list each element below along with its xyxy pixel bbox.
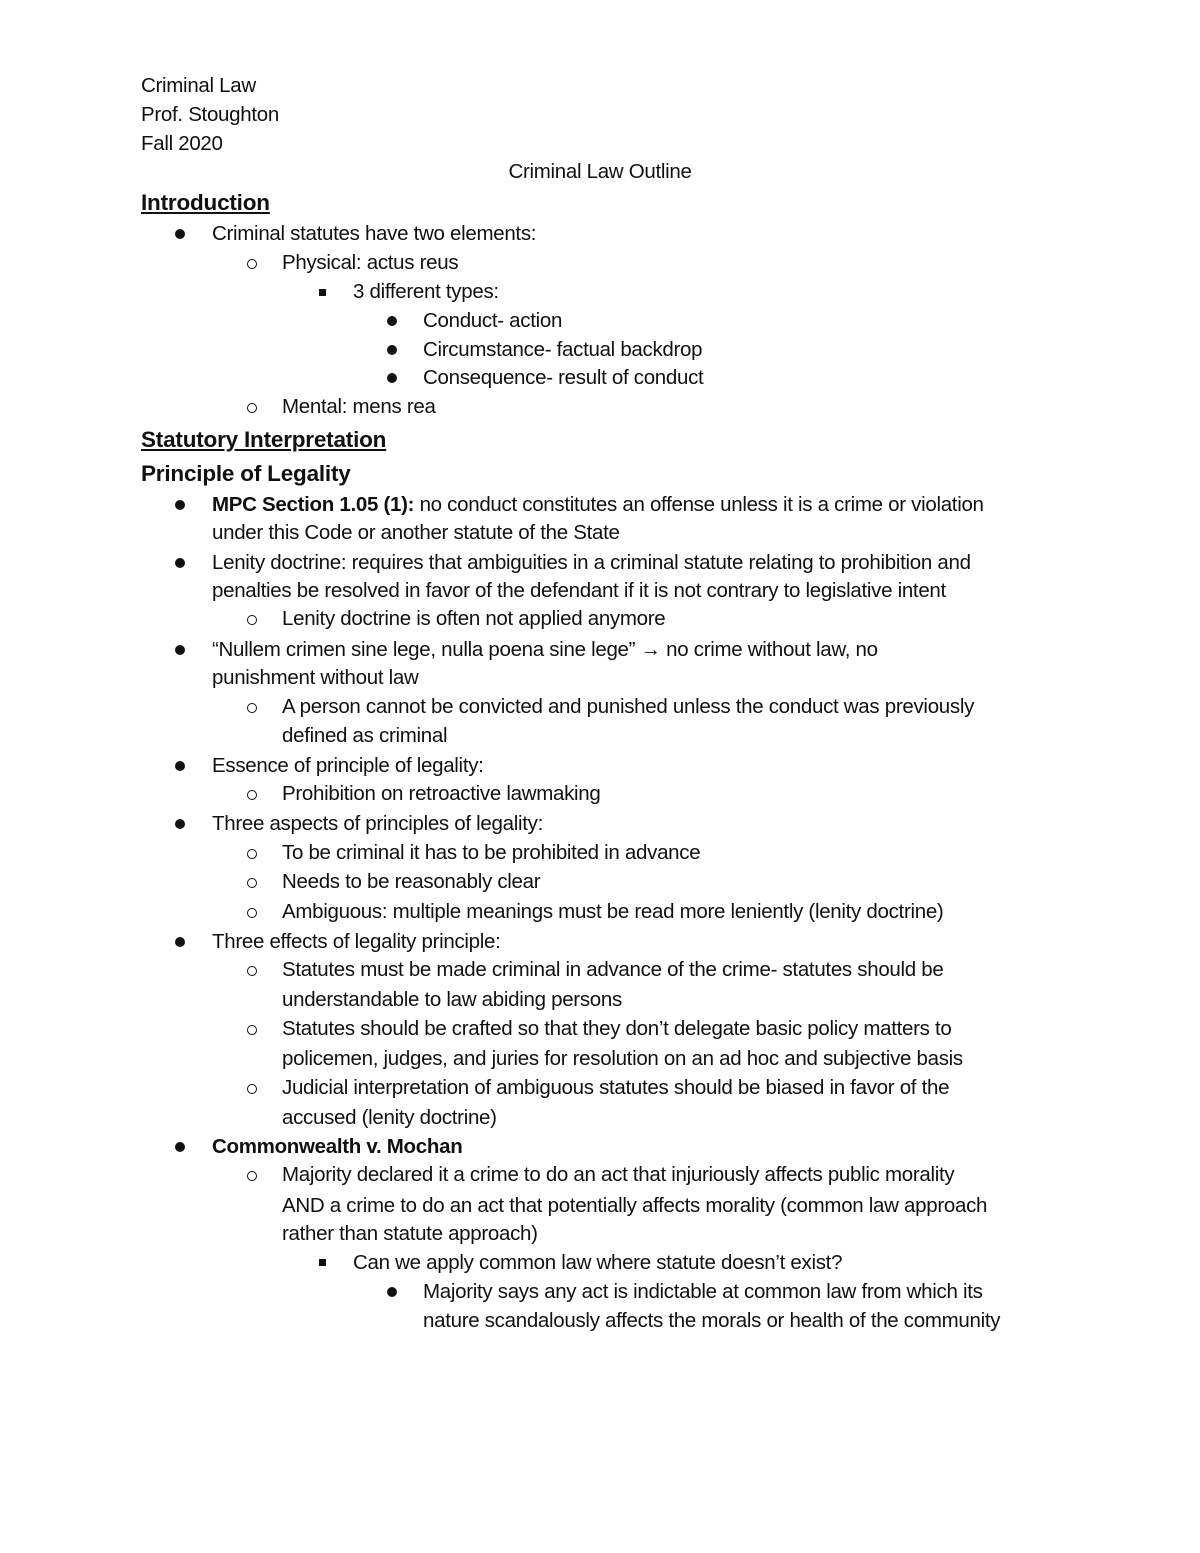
circle-bullet-icon — [247, 1171, 257, 1181]
heading-introduction: Introduction — [141, 190, 270, 215]
list-item: To be criminal it has to be prohibited in advance — [282, 841, 701, 864]
list-item: Majority declared it a crime to do an act that injuriously affects public morality — [282, 1163, 955, 1186]
bullet-icon — [175, 761, 185, 771]
circle-bullet-icon — [247, 878, 257, 888]
maxim-text: “Nullem crimen sine lege, nulla poena sine lege” — [212, 638, 641, 661]
circle-bullet-icon — [247, 403, 257, 413]
list-item: Can we apply common law where statute doesn’t exist? — [353, 1251, 843, 1274]
heading-principle-of-legality: Principle of Legality — [141, 461, 351, 486]
maxim-translation: no crime without law, no — [660, 638, 878, 661]
square-bullet-icon — [319, 289, 326, 296]
list-item-continuation: punishment without law — [212, 666, 419, 689]
list-item: Lenity doctrine: requires that ambiguities in a criminal statute relating to prohibition and — [212, 551, 971, 574]
case-name: Commonwealth v. Mochan — [212, 1135, 463, 1158]
list-item: Mental: mens rea — [282, 395, 436, 418]
document-title: Criminal Law Outline — [508, 160, 692, 183]
mpc-text: no conduct constitutes an offense unless it is a crime or violation — [414, 493, 984, 516]
list-item-continuation: AND a crime to do an act that potentially affects morality (common law approach — [282, 1194, 988, 1217]
list-item: Essence of principle of legality: — [212, 754, 484, 777]
list-item-continuation: rather than statute approach) — [282, 1222, 538, 1245]
bullet-icon — [175, 558, 185, 568]
square-bullet-icon — [319, 1259, 326, 1266]
circle-bullet-icon — [247, 615, 257, 625]
bullet-icon — [175, 500, 185, 510]
list-item: Statutes must be made criminal in advance of the crime- statutes should be — [282, 958, 944, 981]
bullet-icon — [175, 937, 185, 947]
circle-bullet-icon — [247, 908, 257, 918]
bullet-icon — [175, 1142, 185, 1152]
list-item: Statutes should be crafted so that they don’t delegate basic policy matters to — [282, 1017, 952, 1040]
list-item: Three effects of legality principle: — [212, 930, 501, 953]
list-item: Conduct- action — [423, 309, 563, 332]
bullet-icon — [387, 373, 397, 383]
list-item: Prohibition on retroactive lawmaking — [282, 782, 601, 805]
list-item-continuation: nature scandalously affects the morals or health of the community — [423, 1309, 1001, 1332]
circle-bullet-icon — [247, 1025, 257, 1035]
list-item — [212, 491, 984, 519]
list-item-continuation: accused (lenity doctrine) — [282, 1106, 497, 1129]
mpc-section-label: MPC Section 1.05 (1): — [212, 493, 415, 516]
bullet-icon — [175, 229, 185, 239]
arrow-right-icon: → — [640, 638, 661, 661]
circle-bullet-icon — [247, 1084, 257, 1094]
circle-bullet-icon — [247, 259, 257, 269]
bullet-icon — [387, 345, 397, 355]
bullet-icon — [387, 1287, 397, 1297]
list-item — [212, 636, 878, 664]
list-item: Needs to be reasonably clear — [282, 870, 541, 893]
list-item: Majority says any act is indictable at common law from which its — [423, 1280, 983, 1303]
list-item: A person cannot be convicted and punished unless the conduct was previously — [282, 695, 975, 718]
circle-bullet-icon — [247, 966, 257, 976]
list-item: Physical: actus reus — [282, 251, 459, 274]
term: Fall 2020 — [141, 132, 223, 155]
list-item-continuation: defined as criminal — [282, 724, 448, 747]
list-item: Criminal statutes have two elements: — [212, 222, 537, 245]
circle-bullet-icon — [247, 703, 257, 713]
circle-bullet-icon — [247, 849, 257, 859]
list-item: Consequence- result of conduct — [423, 366, 704, 389]
heading-statutory-interpretation: Statutory Interpretation — [141, 427, 387, 452]
list-item-continuation: understandable to law abiding persons — [282, 988, 622, 1011]
list-item: Three aspects of principles of legality: — [212, 812, 543, 835]
list-item: Lenity doctrine is often not applied anymore — [282, 607, 666, 630]
list-item: 3 different types: — [353, 280, 499, 303]
list-item: Ambiguous: multiple meanings must be read more leniently (lenity doctrine) — [282, 900, 944, 923]
bullet-icon — [175, 645, 185, 655]
bullet-icon — [387, 316, 397, 326]
list-item: Judicial interpretation of ambiguous statutes should be biased in favor of the — [282, 1076, 950, 1099]
list-item-continuation: penalties be resolved in favor of the defendant if it is not contrary to legislative intent — [212, 579, 946, 602]
course-name: Criminal Law — [141, 74, 256, 97]
bullet-icon — [175, 819, 185, 829]
list-item-continuation: under this Code or another statute of the State — [212, 521, 620, 544]
professor-name: Prof. Stoughton — [141, 103, 279, 126]
list-item-continuation: policemen, judges, and juries for resolution on an ad hoc and subjective basis — [282, 1047, 963, 1070]
circle-bullet-icon — [247, 790, 257, 800]
list-item: Circumstance- factual backdrop — [423, 338, 703, 361]
